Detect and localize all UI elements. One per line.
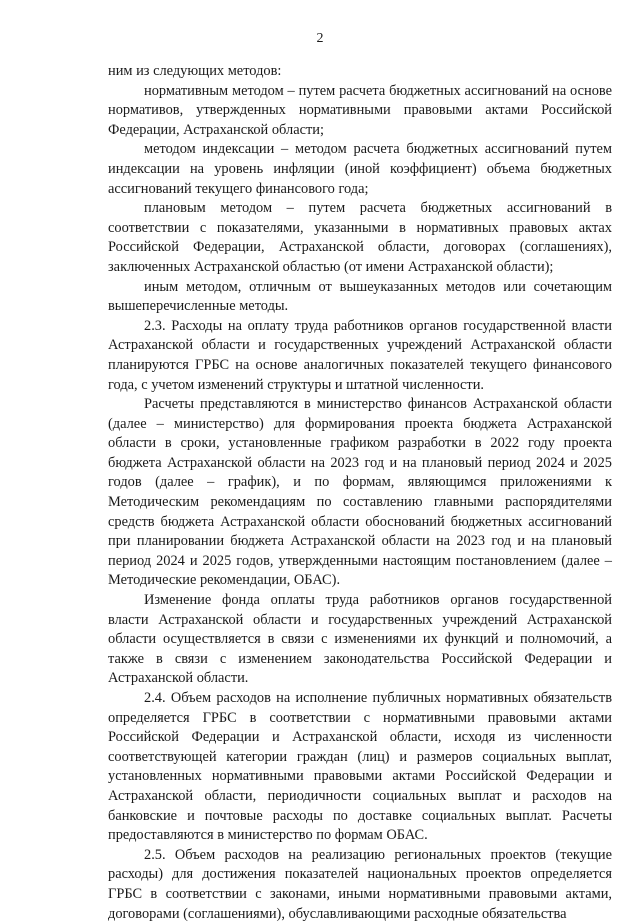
paragraph-2-3-labor-costs: 2.3. Расходы на оплату труда работников органов государственной власти Астраханской области и государственных учреждений Астраханской области планируются ГРБС на основе аналогичных показателей текущего финансового года, с учетом изменений структуры и штатной численности. — [108, 317, 612, 393]
paragraph-normative-method: нормативным методом – путем расчета бюджетных ассигнований на основе нормативов, утвержденных нормативными правовыми актами Российской Федерации, Астраханской области; — [108, 82, 612, 138]
paragraph-wage-fund-change: Изменение фонда оплаты труда работников органов государственной власти Астраханской области и государственных учреждений Астраханской области осуществляется в связи с изменениями их функций и полномочий, а также в связи с изменением законодательства Российской Федерации и Астраханской области. — [108, 592, 612, 687]
paragraph-other-method: иным методом, отличным от вышеуказанных методов или сочетающим вышеперечисленные методы. — [108, 278, 612, 315]
document-body — [108, 62, 612, 924]
paragraph-calculations-submission: Расчеты представляются в министерство финансов Астраханской области (далее – министерство) для формирования проекта бюджета Астраханской области в сроки, установленные графиком разработки в 2022 году проекта бюджета Астраханской области на 2023 год и на плановый период 2024 и 2025 годов (далее – график), и по формам, являющимся приложениями к Методическим рекомендациям по составлению главными распорядителями средств бюджета Астраханской области обоснований бюджетных ассигнований при планировании бюджета Астраханской области на 2023 год и на плановый период 2024 и 2025 годов, утвержденными настоящим постановлением (далее – Методические рекомендации, ОБАС). — [108, 396, 612, 589]
paragraph-2-4-public-obligations: 2.4. Объем расходов на исполнение публичных нормативных обязательств определяется ГРБС в соответствии с нормативными правовыми актами Российской Федерации и Астраханской области, исходя из численности соответствующей категории граждан (лиц) и размеров социальных выплат, установленных нормативными правовыми актами Российской Федерации и Астраханской области, периодичности социальных выплат и расходов на банковские и почтовые расходы по доставке социальных выплат. Расчеты предоставляются в министерство по формам ОБАС. — [108, 690, 612, 844]
paragraph-methods-intro: ним из следующих методов: — [108, 63, 282, 79]
paragraph-indexation-method: методом индексации – методом расчета бюджетных ассигнований путем индексации на уровень инфляции (иной коэффициент) объема бюджетных ассигнований текущего финансового года; — [108, 141, 612, 197]
paragraph-planned-method: плановым методом – путем расчета бюджетных ассигнований в соответствии с показателями, указанными в нормативных правовых актах Российской Федерации, Астраханской области, договорах (соглашениях), заключенных Астраханской областью (от имени Астраханской области); — [108, 200, 612, 275]
page-number: 2 — [316, 31, 324, 46]
paragraph-2-5-regional-projects: 2.5. Объем расходов на реализацию региональных проектов (текущие расходы) для достижения показателей национальных проектов определяется ГРБС в соответствии с законами, иными нормативными правовыми актами, договорами (соглашениями), обуславливающими расходные обязательства — [108, 846, 612, 922]
